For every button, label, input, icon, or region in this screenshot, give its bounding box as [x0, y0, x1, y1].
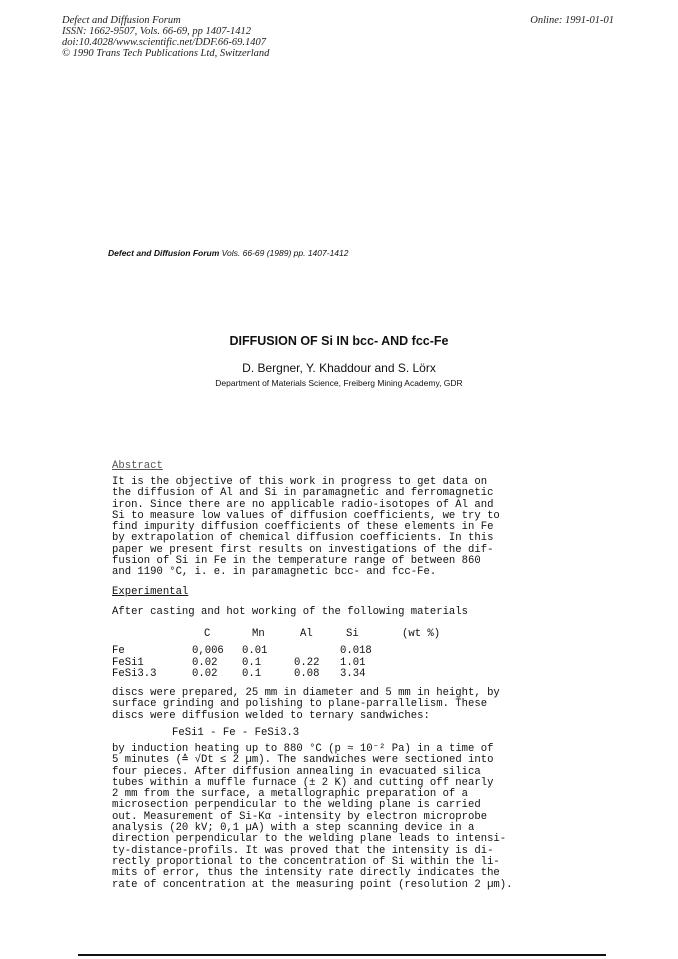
body-line: 2 mm from the surface, a metallographic preparation of a — [112, 788, 469, 801]
abstract-line: iron. Since there are no applicable radio-isotopes of Al and — [112, 498, 494, 511]
table-header-cell: Mn — [252, 628, 265, 640]
body-line: out. Measurement of Si-Kα -intensity by electron microprobe — [112, 810, 488, 823]
table-header-cell: Si — [346, 628, 359, 640]
abstract-line: fusion of Si in Fe in the temperature range of between 860 — [112, 555, 481, 568]
abstract-line: Si to measure low values of diffusion coefficients, we try to — [112, 509, 500, 522]
body-line: tubes within a muffle furnace (± 2 K) and cutting off nearly — [112, 776, 494, 789]
journal-details: Vols. 66-69 (1989) pp. 1407-1412 — [221, 248, 349, 258]
abstract-line: by extrapolation of chemical diffusion coefficients. In this — [112, 532, 494, 545]
journal-name: Defect and Diffusion Forum — [108, 248, 220, 258]
paper-title: DIFFUSION OF Si IN bcc- AND fcc-Fe — [229, 334, 449, 348]
body-line: rectly proportional to the concentration of Si within the li- — [112, 855, 500, 868]
table-cell: 3.34 — [340, 667, 366, 680]
table-cell: 1.01 — [340, 656, 366, 669]
experimental-heading-text: Experimental — [112, 586, 189, 598]
table-cell: 0.08 — [294, 667, 320, 680]
table-cell: FeSi1 — [112, 656, 144, 669]
abstract-heading — [112, 461, 163, 472]
body-line: mits of error, thus the intensity rate directly indicates the — [112, 867, 500, 880]
paper-affiliation: Department of Materials Science, Freiberg Mining Academy, GDR — [215, 378, 463, 388]
abstract-heading-text: Abstract — [112, 460, 163, 472]
table-cell: 0.1 — [242, 667, 262, 680]
table-cell: 0,006 — [192, 645, 224, 658]
table-header-cell: Al — [300, 628, 313, 640]
abstract-line: paper we present first results on investigations of the dif- — [112, 543, 494, 556]
body-line: analysis (20 kV; 0,1 µA) with a step scanning device in a — [112, 822, 475, 835]
table-cell: 0.01 — [242, 645, 268, 658]
table-header-cell: C — [204, 628, 211, 640]
sandwich-formula: FeSi1 - Fe - FeSi3.3 — [172, 727, 300, 739]
body-line: ty-distance-profils. It was proved that the intensity is di- — [112, 844, 494, 857]
body-line: discs were prepared, 25 mm in diameter and 5 mm in height, by — [112, 687, 500, 699]
experimental-paragraph-2 — [112, 744, 542, 891]
bottom-rule — [78, 954, 606, 956]
body-line: direction perpendicular to the welding plane leads to intensi- — [112, 833, 507, 846]
table-cell: 0.1 — [242, 656, 262, 669]
table-cell: 0.22 — [294, 656, 320, 669]
header-citation — [62, 15, 269, 59]
header-doi: doi:10.4028/www.scientific.net/DDF.66-69.1407 — [62, 37, 267, 48]
body-line: surface grinding and polishing to plane-parrallelism. These — [112, 698, 488, 711]
experimental-paragraph-1 — [112, 688, 542, 722]
header-copyright: © 1990 Trans Tech Publications Ltd, Switzerland — [62, 48, 270, 59]
abstract-body — [112, 477, 542, 579]
experimental-intro — [112, 607, 542, 618]
table-cell: 0.02 — [192, 656, 218, 669]
body-line: by induction heating up to 880 °C (p ≈ 10⁻² Pa) in a time of — [112, 743, 494, 755]
table-cell: Fe — [112, 645, 125, 658]
journal-reference — [108, 248, 348, 258]
table-cell: FeSi3.3 — [112, 667, 157, 680]
experimental-intro-line: After casting and hot working of the following materials — [112, 606, 469, 618]
abstract-line: and 1190 °C, i. e. in paramagnetic bcc- and fcc-Fe. — [112, 566, 437, 579]
abstract-line: It is the objective of this work in progress to get data on — [112, 476, 488, 488]
abstract-line: the diffusion of Al and Si in paramagnetic and ferromagnetic — [112, 487, 494, 500]
body-line: discs were diffusion welded to ternary sandwiches: — [112, 709, 430, 722]
header-journal: Defect and Diffusion Forum — [62, 15, 181, 26]
header-online-date — [530, 15, 614, 26]
header-issn: ISSN: 1662-9507, Vols. 66-69, pp 1407-1412 — [62, 26, 251, 37]
body-line: microsection perpendicular to the welding plane is carried — [112, 799, 481, 812]
abstract-line: find impurity diffusion coefficients of these elements in Fe — [112, 521, 494, 534]
body-line: rate of concentration at the measuring point (resolution 2 µm). — [112, 878, 513, 891]
online-date: Online: 1991-01-01 — [530, 15, 614, 26]
body-line: four pieces. After diffusion annealing in evacuated silica — [112, 765, 481, 778]
table-cell: 0.018 — [340, 645, 372, 658]
table-header-cell: (wt %) — [402, 628, 441, 640]
experimental-heading — [112, 587, 188, 598]
body-line: 5 minutes (≙ √Dt ≤ 2 µm). The sandwiches were sectioned into — [112, 754, 494, 767]
table-cell: 0.02 — [192, 667, 218, 680]
paper-authors: D. Bergner, Y. Khaddour and S. Lörx — [242, 361, 436, 375]
